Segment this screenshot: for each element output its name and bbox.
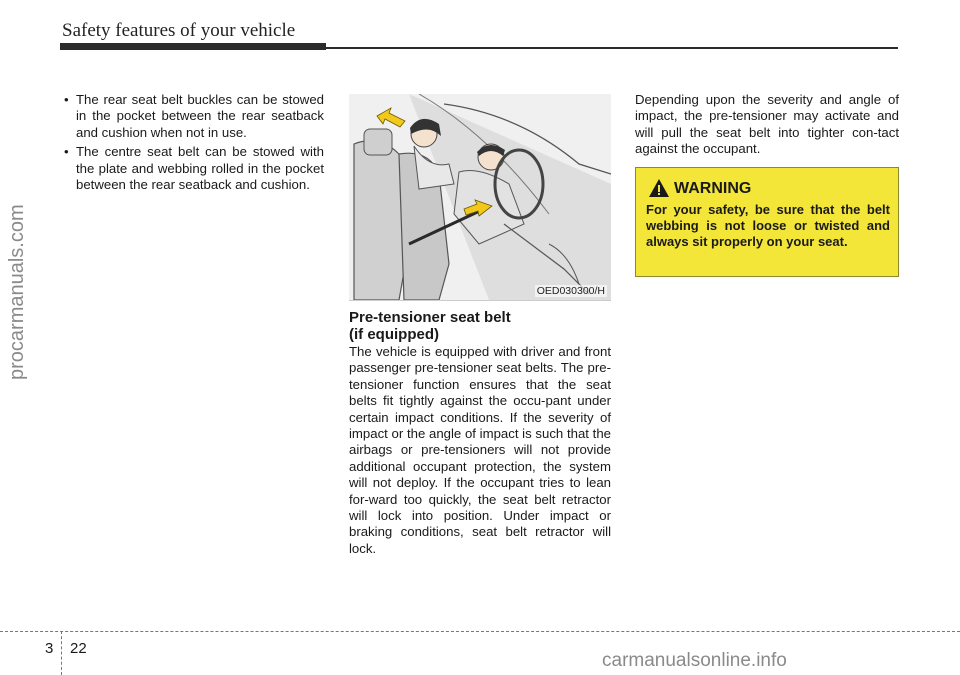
warning-title: WARNING xyxy=(674,180,752,197)
bullet-list xyxy=(62,92,324,193)
car-interior-drawing xyxy=(349,94,611,300)
figure-code: OED030300/H xyxy=(536,285,605,297)
heading-line-1: Pre-tensioner seat belt xyxy=(349,309,511,326)
bullet-item: • The rear seat belt buckles can be stowed in the pocket between the rear seatback and cushion when not in use. xyxy=(62,92,324,141)
watermark-procarmanuals: procarmanuals.com xyxy=(6,204,28,380)
page-header-title: Safety features of your vehicle xyxy=(62,20,296,41)
watermark-carmanualsonline: carmanualsonline.info xyxy=(602,650,787,671)
column-1 xyxy=(62,92,324,196)
section-number: 3 xyxy=(45,640,54,657)
column-3-body: Depending upon the severity and angle of impact, the pre-tensioner may activate and will pull the seat belt into tighter con-tact against the occupant. xyxy=(635,92,899,157)
warning-box xyxy=(635,167,899,277)
pretensioner-body: The vehicle is equipped with driver and front passenger pre-tensioner seat belts. The pre-tensioner function ensures that the seat belts fit tightly against the occu-pant under certain impact conditions. If the severity of impact or the angle of impact is such that the airbags or pre-tensioners will not provide additional occupant protection, the system will not deploy. If the occupant tries to lean for-ward too quickly, the seat belt retractor will lock into position. Under impact or braking conditions, seat belt retractor will lock. xyxy=(349,344,611,556)
page-number: 22 xyxy=(70,640,87,657)
warning-text: For your safety, be sure that the belt webbing is not loose or twisted and always sit properly on your seat. xyxy=(646,202,890,249)
pretensioner-illustration xyxy=(349,94,611,301)
warning-triangle-icon xyxy=(648,178,670,198)
bullet-item: • The centre seat belt can be stowed with the plate and webbing rolled in the pocket between the rear seatback and cushion. xyxy=(62,144,324,193)
section-heading xyxy=(349,309,611,343)
footer-vertical-divider xyxy=(61,631,62,675)
heading-line-2: (if equipped) xyxy=(349,326,439,343)
header-rule-thick xyxy=(60,43,326,50)
header-rule-thin xyxy=(326,47,898,49)
footer-divider xyxy=(0,631,960,632)
